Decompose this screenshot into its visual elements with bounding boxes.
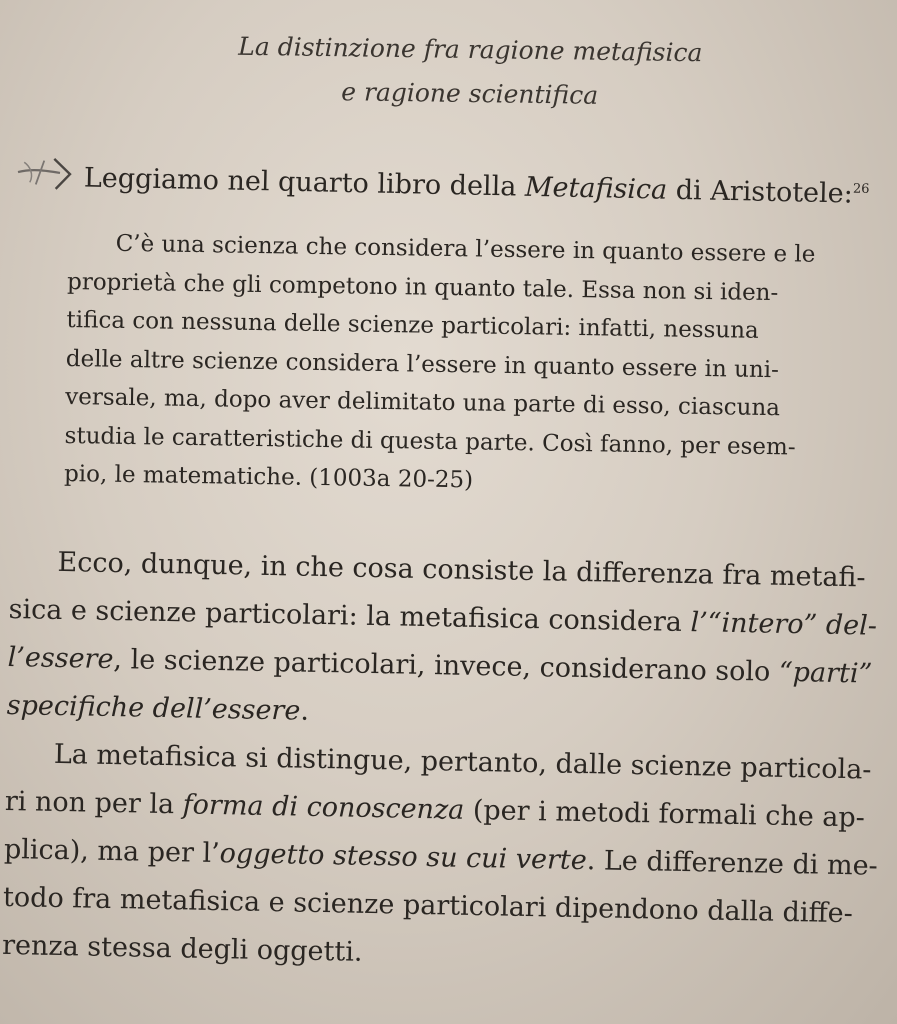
italic-run: oggetto stesso su cui verte	[219, 838, 588, 877]
text-run: , le scienze particolari, invece, considerano solo	[113, 644, 780, 688]
quote-line: tifica con nessuna delle scienze particolari: infatti, nessuna	[66, 306, 759, 344]
section-heading	[149, 24, 790, 121]
quote-line: C’è una scienza che considera l’essere in quanto essere e le	[115, 230, 816, 268]
italic-run: l’essere	[7, 641, 114, 676]
heading-line-1: La distinzione fra ragione metafisica	[238, 31, 703, 68]
quote-line: proprietà che gli competono in quanto tale. Essa non si iden-	[66, 268, 779, 306]
text-run: sica e scienze particolari: la metafisica considera	[8, 593, 691, 639]
hand-drawn-arrow-icon	[14, 148, 81, 195]
intro-text-after: di Aristotele:	[666, 174, 854, 210]
text-run: .	[300, 695, 310, 727]
italic-run: l’“intero” del-	[690, 607, 878, 642]
body-text	[1, 538, 879, 987]
text-run: plica), ma per l’	[3, 833, 221, 870]
paragraph-2-line: La metafisica si distingue, pertanto, dalle scienze particola-	[53, 738, 872, 786]
italic-run: “parti”	[778, 656, 873, 690]
intro-text-before: Leggiamo nel quarto libro della	[83, 162, 526, 203]
aristotle-quote	[64, 224, 840, 506]
intro-line	[13, 148, 874, 216]
text-run: . Le differenze di me-	[586, 845, 879, 882]
quote-line: studia le caratteristiche di questa parte. Così fanno, per esem-	[64, 422, 796, 460]
italic-run: specifiche dell’essere	[6, 689, 301, 727]
intro-sentence	[83, 151, 869, 216]
paragraph-1-line: Ecco, dunque, in che cosa consiste la differenza fra metafi-	[57, 546, 866, 594]
text-run: (per i metodi formali che ap-	[464, 794, 866, 834]
quote-line: pio, le matematiche. (1003a 20-25)	[63, 460, 474, 494]
quote-line: delle altre scienze considera l’essere in quanto essere in uni-	[65, 345, 780, 383]
intro-text-italic: Metafisica	[524, 171, 668, 206]
footnote-marker: 26	[852, 181, 870, 197]
text-run: ri non per la	[4, 785, 184, 821]
italic-run: forma di conoscenza	[182, 789, 465, 826]
heading-line-2: e ragione scientifica	[341, 77, 599, 110]
paragraph-2-line: todo fra metafisica e scienze particolari dipendono dalla diffe-	[2, 881, 854, 930]
paragraph-2-line: renza stessa degli oggetti.	[1, 929, 363, 968]
quote-line: versale, ma, dopo aver delimitato una parte di esso, ciascuna	[65, 383, 781, 422]
